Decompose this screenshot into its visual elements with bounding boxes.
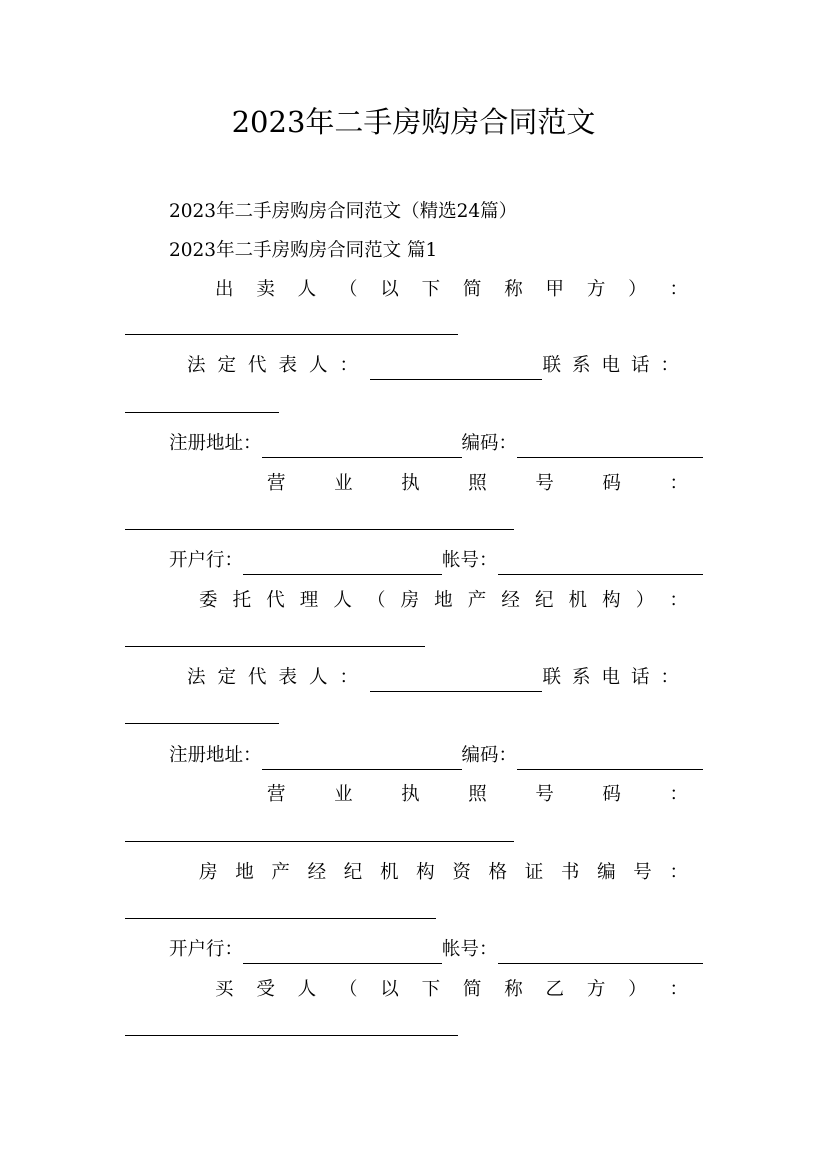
buyer-blank[interactable] xyxy=(125,1035,458,1036)
broker-cert-label: 房 地 产 经 纪 机 构 资 格 证 书 编 号 ： xyxy=(199,862,688,883)
postcode-blank[interactable] xyxy=(517,435,703,458)
legal-rep-label: 法定代表人： xyxy=(187,667,371,688)
contact-phone-label: 联系电话： xyxy=(542,355,690,376)
agent-blank[interactable] xyxy=(125,646,425,647)
bank-label: 开户行： xyxy=(169,939,244,960)
seller-label: 出 卖 人 （ 以 下 简 称 甲 方 ） ： xyxy=(215,279,688,300)
broker-cert-blank[interactable] xyxy=(125,918,436,919)
bank-blank[interactable] xyxy=(243,941,442,964)
account-blank[interactable] xyxy=(498,552,703,575)
business-license-label-2: 营 业 执 照 号 码 ： xyxy=(267,784,688,805)
contact-phone-blank[interactable] xyxy=(125,723,279,724)
legal-rep-label: 法定代表人： xyxy=(187,355,371,376)
postcode-blank[interactable] xyxy=(517,747,703,770)
legal-rep-row-1 xyxy=(187,352,690,380)
bank-blank[interactable] xyxy=(243,552,442,575)
bank-row-1 xyxy=(169,547,703,575)
bank-label: 开户行： xyxy=(169,550,244,571)
postcode-label: 编码： xyxy=(461,745,518,766)
business-license-blank[interactable] xyxy=(125,529,514,530)
legal-rep-blank[interactable] xyxy=(370,669,542,692)
legal-rep-row-2 xyxy=(187,664,690,692)
business-license-label-1: 营 业 执 照 号 码 ： xyxy=(267,473,688,494)
document-title: 2023年二手房购房合同范文 xyxy=(231,105,596,139)
reg-address-label: 注册地址： xyxy=(169,433,262,454)
business-license-blank[interactable] xyxy=(125,841,514,842)
account-blank[interactable] xyxy=(498,941,703,964)
document-subtitle: 2023年二手房购房合同范文（精选24篇） xyxy=(169,201,518,222)
reg-address-row-2 xyxy=(169,742,703,770)
contact-phone-label: 联系电话： xyxy=(542,667,690,688)
postcode-label: 编码： xyxy=(461,433,518,454)
buyer-label: 买 受 人 （ 以 下 简 称 乙 方 ） ： xyxy=(215,979,688,1000)
account-label: 帐号： xyxy=(442,550,498,571)
bank-row-2 xyxy=(169,936,703,964)
account-label: 帐号： xyxy=(442,939,498,960)
reg-address-blank[interactable] xyxy=(262,435,462,458)
legal-rep-blank[interactable] xyxy=(370,357,542,380)
seller-blank[interactable] xyxy=(125,334,458,335)
reg-address-row-1 xyxy=(169,430,703,458)
agent-label: 委 托 代 理 人 （ 房 地 产 经 纪 机 构 ） ： xyxy=(199,590,688,611)
reg-address-label: 注册地址： xyxy=(169,745,262,766)
reg-address-blank[interactable] xyxy=(262,747,462,770)
contact-phone-blank[interactable] xyxy=(125,412,279,413)
section-heading: 2023年二手房购房合同范文 篇1 xyxy=(169,240,438,261)
